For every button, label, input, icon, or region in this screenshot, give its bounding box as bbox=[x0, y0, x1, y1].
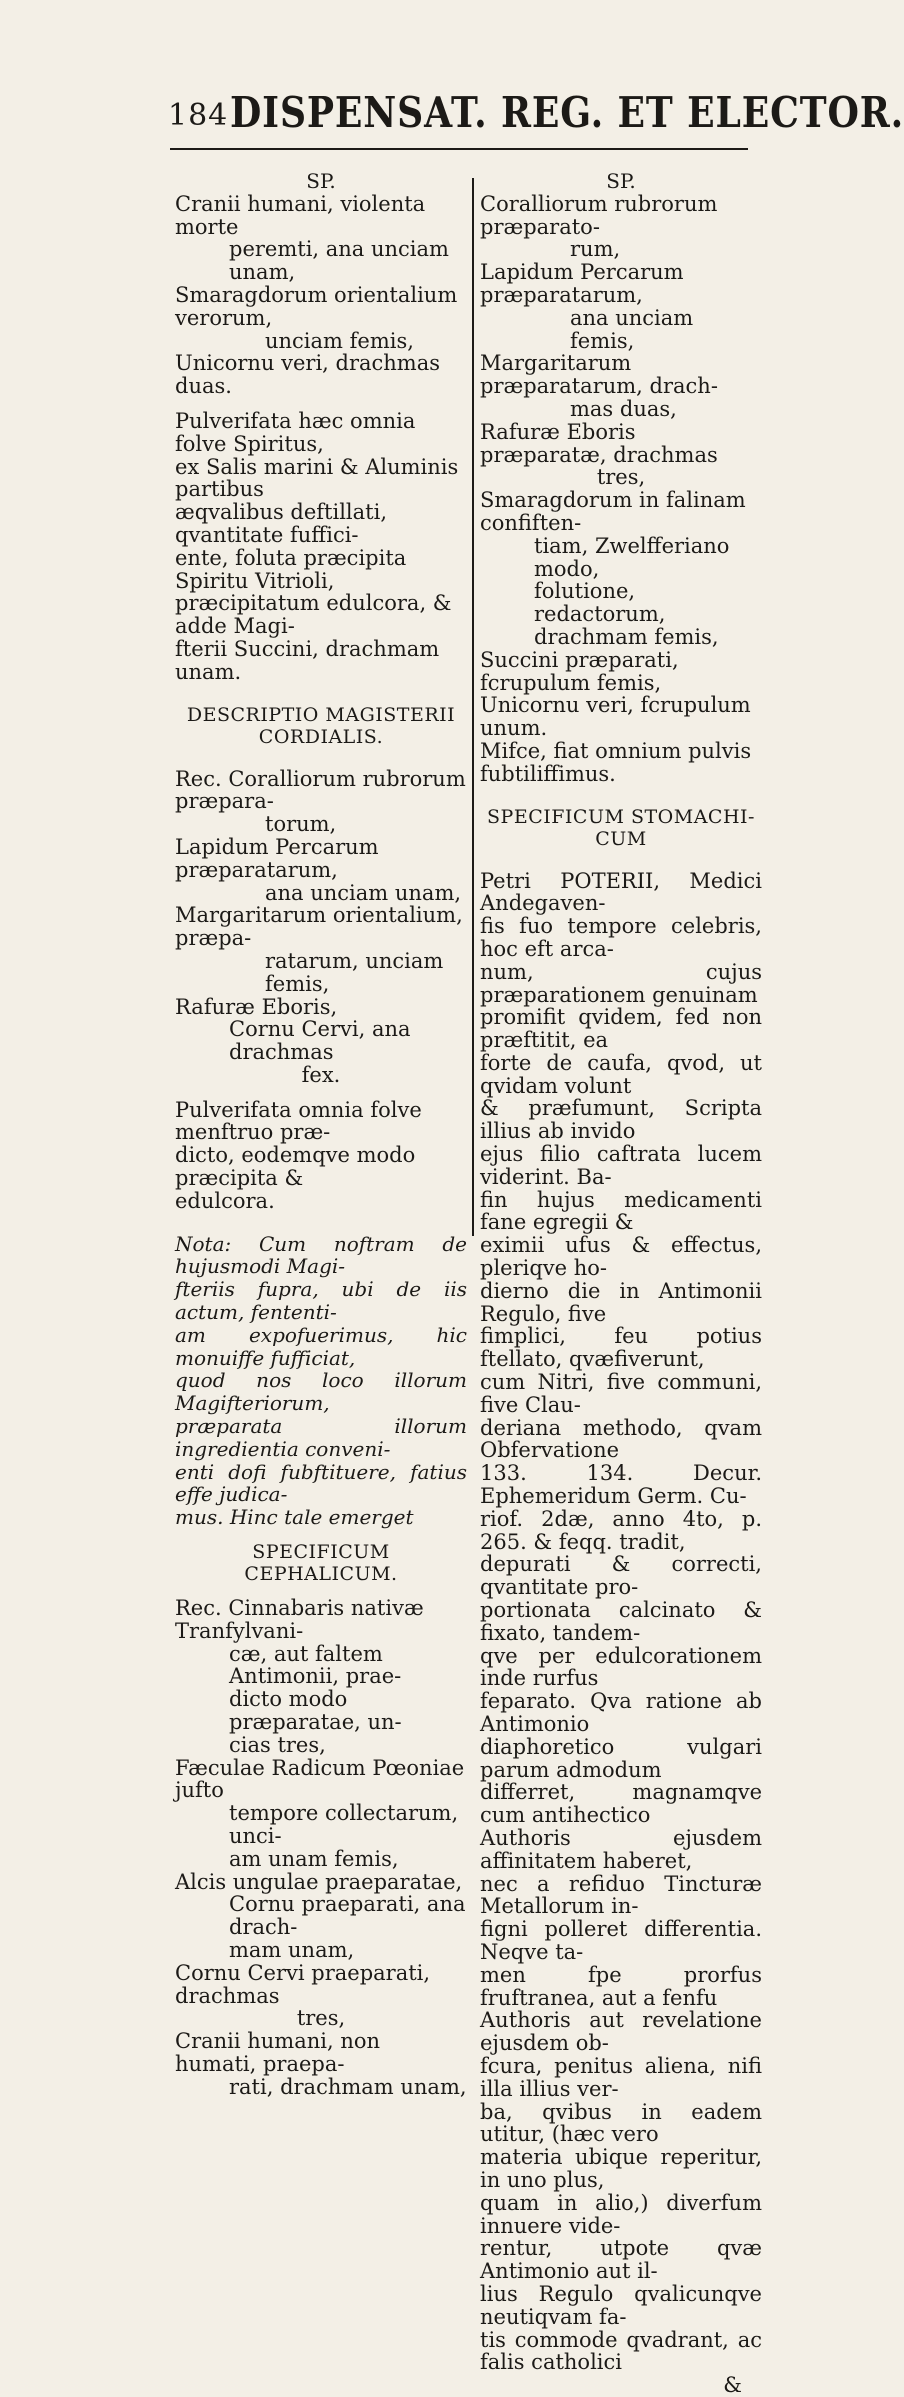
recipe-line: Cornu Cervi praeparati, drachmas bbox=[175, 1960, 431, 2008]
recipe-line: Margaritarum orientalium, præpa- bbox=[175, 903, 463, 951]
paragraph-line: deriana methodo, qvam Obfervatione bbox=[480, 1415, 762, 1463]
recipe-line: Fæculae Radicum Pœoniae jufto bbox=[175, 1755, 465, 1803]
recipe-line: Smaragdorum in falinam confiften- bbox=[480, 488, 746, 535]
section-heading: SPECIFICUM STOMACHI- bbox=[487, 805, 755, 828]
recipe-line: torum, bbox=[265, 812, 337, 837]
recipe-line: ana unciam unam, bbox=[265, 880, 462, 905]
recipe-label: SP. bbox=[306, 169, 336, 193]
recipe-line: cæ, aut faltem Antimonii, prae- bbox=[229, 1641, 402, 1689]
recipe-line: Rafuræ Eboris præparatæ, drachmas bbox=[480, 419, 718, 467]
paragraph-line: & præfumunt, Scripta illius ab invido bbox=[480, 1096, 762, 1144]
paragraph-line: tis commode qvadrant, ac falis catholici bbox=[480, 2327, 762, 2375]
paragraph-line: 133. 134. Decur. Ephemeridum Germ. Cu- bbox=[480, 1461, 762, 1509]
nota-line: enti dofi fubftituere, fatius effe judica- bbox=[175, 1459, 467, 1507]
recipe-line: Rec. Cinnabaris nativæ Tranfylvani- bbox=[175, 1596, 424, 1643]
section-heading: SPECIFICUM CEPHALICUM. bbox=[244, 1541, 398, 1586]
paragraph-line: differret, magnamqve cum antihectico bbox=[480, 1780, 762, 1828]
recipe-line: Margaritarum præparatarum, drach- bbox=[480, 351, 718, 399]
recipe-line: Rec. Coralliorum rubrorum præpara- bbox=[175, 766, 466, 814]
catchword: & bbox=[723, 2373, 742, 2397]
recipe-line: tres, bbox=[296, 2006, 346, 2031]
recipe-line: peremti, ana unciam unam, bbox=[229, 237, 449, 285]
recipe-line: Cranii humani, non humati, praepa- bbox=[175, 2029, 381, 2076]
paragraph-line: portionata calcinato & fixato, tandem- bbox=[480, 1598, 762, 1645]
recipe-line: Lapidum Percarum præparatarum, bbox=[480, 260, 684, 307]
recipe-line: tiam, Zwelfferiano modo, bbox=[534, 533, 730, 581]
nota-line: am expofuerimus, hic monuiffe fufficiat, bbox=[175, 1322, 467, 1370]
paragraph-line: qve per edulcorationem inde rurfus bbox=[480, 1643, 762, 1691]
paragraph-line: fcura, penitus aliena, nifi illa illius ver- bbox=[480, 2053, 762, 2101]
paragraph-line: fis fuo tempore celebris, hoc eft arca- bbox=[480, 914, 762, 961]
paragraph-line: depurati & correcti, qvantitate pro- bbox=[480, 1552, 762, 1600]
page-header bbox=[168, 88, 904, 140]
nota-line: fteriis fupra, ubi de iis actum, fententi- bbox=[175, 1277, 467, 1325]
recipe-line: Lapidum Percarum præparatarum, bbox=[175, 834, 379, 882]
recipe-line: folutione, redactorum, bbox=[534, 579, 666, 627]
paragraph-line: æqvalibus deftillati, qvantitate fuffici- bbox=[175, 500, 387, 547]
nota-line: mus. Hinc tale emerget bbox=[175, 1505, 414, 1530]
recipe-line: Alcis ungulae praeparatae, bbox=[175, 1869, 463, 1894]
recipe-line: tres, bbox=[596, 465, 646, 490]
paragraph-line: riof. 2dæ, anno 4to, p. 265. & feqq. tradit, bbox=[480, 1506, 762, 1554]
recipe-line: Coralliorum rubrorum præparato- bbox=[480, 191, 718, 239]
paragraph-line: lius Regulo qvalicunqve neutiqvam fa- bbox=[480, 2281, 762, 2329]
paragraph-line: Petri POTERII, Medici Andegaven- bbox=[480, 868, 762, 916]
page-number: 184 bbox=[168, 98, 229, 133]
paragraph-line: præcipitatum edulcora, & adde Magi- bbox=[175, 591, 452, 639]
recipe-line: tempore collectarum, unci- bbox=[229, 1801, 459, 1848]
paragraph-line: ejus filio caftrata lucem viderint. Ba- bbox=[480, 1142, 762, 1189]
paragraph-line: ente, foluta præcipita Spiritu Vitrioli, bbox=[175, 545, 407, 593]
nota-line: quod nos loco illorum Magifteriorum, bbox=[175, 1368, 467, 1416]
paragraph-line: ba, qvibus in eadem utitur, (hæc vero bbox=[480, 2099, 762, 2147]
recipe-line: Mifce, fiat omnium pulvis fubtiliffimus. bbox=[480, 738, 752, 786]
recipe-line: Unicornu veri, fcrupulum unum. bbox=[480, 693, 751, 741]
paragraph-line: cum Nitri, five communi, five Clau- bbox=[480, 1370, 762, 1417]
recipe-line: fex. bbox=[301, 1062, 341, 1087]
recipe-line: dicto modo præparatae, un- bbox=[229, 1687, 402, 1735]
paragraph-line: edulcora. bbox=[175, 1188, 275, 1213]
paragraph-line: figni polleret differentia. Neqve ta- bbox=[480, 1917, 762, 1964]
recipe-line: mas duas, bbox=[570, 396, 677, 421]
recipe-line: ana unciam femis, bbox=[570, 305, 694, 353]
right-column bbox=[480, 170, 762, 2397]
paragraph-line: men fpe prorfus fruftranea, aut a fenfu bbox=[480, 1962, 762, 2010]
paragraph-line: dicto, eodemqve modo præcipita & bbox=[175, 1143, 416, 1191]
recipe-label: SP. bbox=[606, 169, 636, 193]
paragraph-line: Pulverifata omnia folve menftruo præ- bbox=[175, 1097, 422, 1145]
nota-line: præparata illorum ingredientia conveni- bbox=[175, 1414, 467, 1461]
paragraph-line: Pulverifata hæc omnia folve Spiritus, bbox=[175, 408, 416, 456]
paragraph-line: fimplici, feu potius ftellato, qvæfiverunt, bbox=[480, 1324, 762, 1372]
recipe-line: Cornu praeparati, ana drach- bbox=[229, 1892, 466, 1940]
recipe-line: Cornu Cervi, ana drachmas bbox=[229, 1017, 411, 1065]
paragraph-line: nec a refiduo Tincturæ Metallorum in- bbox=[480, 1871, 762, 1919]
recipe-line: Succini præparati, fcrupulum femis, bbox=[480, 647, 679, 695]
recipe-line: ratarum, unciam femis, bbox=[265, 948, 444, 996]
recipe-line: Cranii humani, violenta morte bbox=[175, 191, 426, 239]
recipe-line: mam unam, bbox=[229, 1937, 355, 1962]
recipe-line: Unicornu veri, drachmas duas. bbox=[175, 351, 441, 399]
running-title: DISPENSAT. REG. ET ELECTOR. bbox=[230, 88, 904, 137]
recipe-line: cias tres, bbox=[229, 1732, 326, 1757]
paragraph-line: feparato. Qva ratione ab Antimonio bbox=[480, 1689, 762, 1736]
section-heading: CUM bbox=[595, 827, 647, 850]
paragraph-line: dierno die in Antimonii Regulo, five bbox=[480, 1278, 762, 1326]
recipe-line: drachmam femis, bbox=[534, 624, 719, 649]
paragraph-line: forte de caufa, qvod, ut qvidam volunt bbox=[480, 1050, 762, 1098]
section-heading: CORDIALIS. bbox=[258, 725, 384, 748]
paragraph-line: Authoris ejusdem affinitatem haberet, bbox=[480, 1825, 762, 1873]
recipe-line: rum, bbox=[570, 237, 621, 262]
paragraph-line: quam in alio,) diverfum innuere vide- bbox=[480, 2190, 762, 2238]
paragraph-line: ex Salis marini & Aluminis partibus bbox=[175, 454, 459, 502]
recipe-line: am unam femis, bbox=[229, 1846, 399, 1871]
paragraph-line: fin hujus medicamenti fane egregii & bbox=[480, 1187, 762, 1235]
paragraph-line: eximii ufus & effectus, pleriqve ho- bbox=[480, 1233, 762, 1281]
paragraph-line: num, cujus præparationem genuinam bbox=[480, 959, 762, 1007]
section-heading: DESCRIPTIO MAGISTERII bbox=[186, 703, 456, 726]
column-divider bbox=[472, 178, 474, 1236]
paragraph-line: fterii Succini, drachmam unam. bbox=[175, 636, 440, 684]
left-column bbox=[175, 170, 467, 2099]
header-rule bbox=[170, 148, 748, 150]
paragraph-line: rentur, utpote qvæ Antimonio aut il- bbox=[480, 2236, 762, 2284]
recipe-line: unciam femis, bbox=[265, 328, 414, 353]
paragraph-line: promifit qvidem, fed non præftitit, ea bbox=[480, 1005, 762, 1053]
paragraph-line: Authoris aut revelatione ejusdem ob- bbox=[480, 2008, 762, 2056]
recipe-line: Smaragdorum orientalium verorum, bbox=[175, 282, 458, 330]
recipe-line: Rafuræ Eboris, bbox=[175, 994, 338, 1019]
recipe-line: rati, drachmam unam, bbox=[229, 2074, 467, 2099]
nota-line: Nota: Cum noftram de hujusmodi Magi- bbox=[175, 1231, 467, 1279]
paragraph-line: materia ubique reperitur, in uno plus, bbox=[480, 2145, 762, 2192]
paragraph-line: diaphoretico vulgari parum admodum bbox=[480, 1734, 762, 1782]
